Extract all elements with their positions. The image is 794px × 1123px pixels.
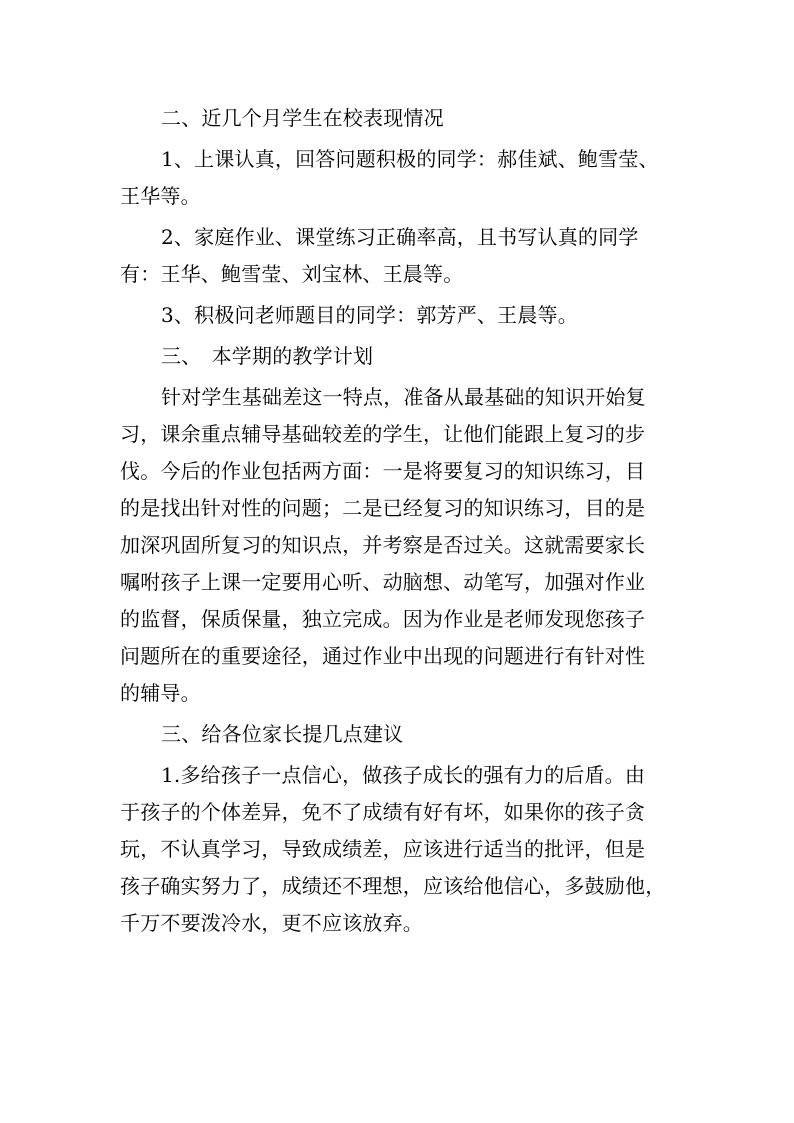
paragraph-line: 的辅导。 bbox=[120, 681, 201, 705]
document-page bbox=[120, 100, 672, 942]
paragraph-line: 问题所在的重要途径，通过作业中出现的问题进行有针对性 bbox=[120, 644, 646, 668]
teaching-plan-paragraph bbox=[120, 379, 672, 712]
paragraph-line: 伐。今后的作业包括两方面：一是将要复习的知识练习，目 bbox=[120, 459, 646, 483]
paragraph-line: 针对学生基础差这一特点，准备从最基础的知识开始复 bbox=[161, 385, 646, 409]
paragraph-line: 习，课余重点辅导基础较差的学生，让他们能跟上复习的步 bbox=[120, 422, 646, 446]
item-2-line-1: 2、家庭作业、课堂练习正确率高，且书写认真的同学 bbox=[161, 225, 639, 249]
parent-advice-paragraph bbox=[120, 757, 672, 942]
paragraph-line: 的是找出针对性的问题；二是已经复习的知识练习，目的是 bbox=[120, 496, 646, 520]
paragraph-line: 1.多给孩子一点信心，做孩子成长的强有力的后盾。由 bbox=[161, 763, 646, 787]
paragraph-line: 加深巩固所复习的知识点，并考察是否过关。这就需要家长 bbox=[120, 533, 646, 557]
item-3: 3、积极问老师题目的同学：郭芳严、王晨等。 bbox=[161, 303, 578, 327]
paragraph-line: 于孩子的个体差异，免不了成绩有好有坏，如果你的孩子贪 bbox=[120, 800, 646, 824]
paragraph-line: 千万不要泼冷水，更不应该放弃。 bbox=[120, 911, 423, 935]
paragraph-line: 嘱咐孩子上课一定要用心听、动脑想、动笔写，加强对作业 bbox=[120, 570, 646, 594]
item-2-line-2: 有：王华、鲍雪莹、刘宝林、王晨等。 bbox=[120, 262, 464, 286]
paragraph-line: 的监督，保质保量，独立完成。因为作业是老师发现您孩子 bbox=[120, 607, 646, 631]
section-heading-parent-advice: 三、给各位家长提几点建议 bbox=[161, 722, 404, 746]
paragraph-line: 孩子确实努力了，成绩还不理想，应该给他信心，多鼓励他， bbox=[120, 874, 666, 898]
item-1-line-2: 王华等。 bbox=[120, 184, 201, 208]
item-1-line-1: 1、上课认真，回答问题积极的同学：郝佳斌、鲍雪莹、 bbox=[161, 147, 659, 171]
section-heading-teaching-plan: 三、 本学期的教学计划 bbox=[161, 344, 374, 368]
paragraph-line: 玩，不认真学习，导致成绩差，应该进行适当的批评，但是 bbox=[120, 837, 646, 861]
section-heading-student-performance: 二、近几个月学生在校表现情况 bbox=[161, 106, 444, 130]
